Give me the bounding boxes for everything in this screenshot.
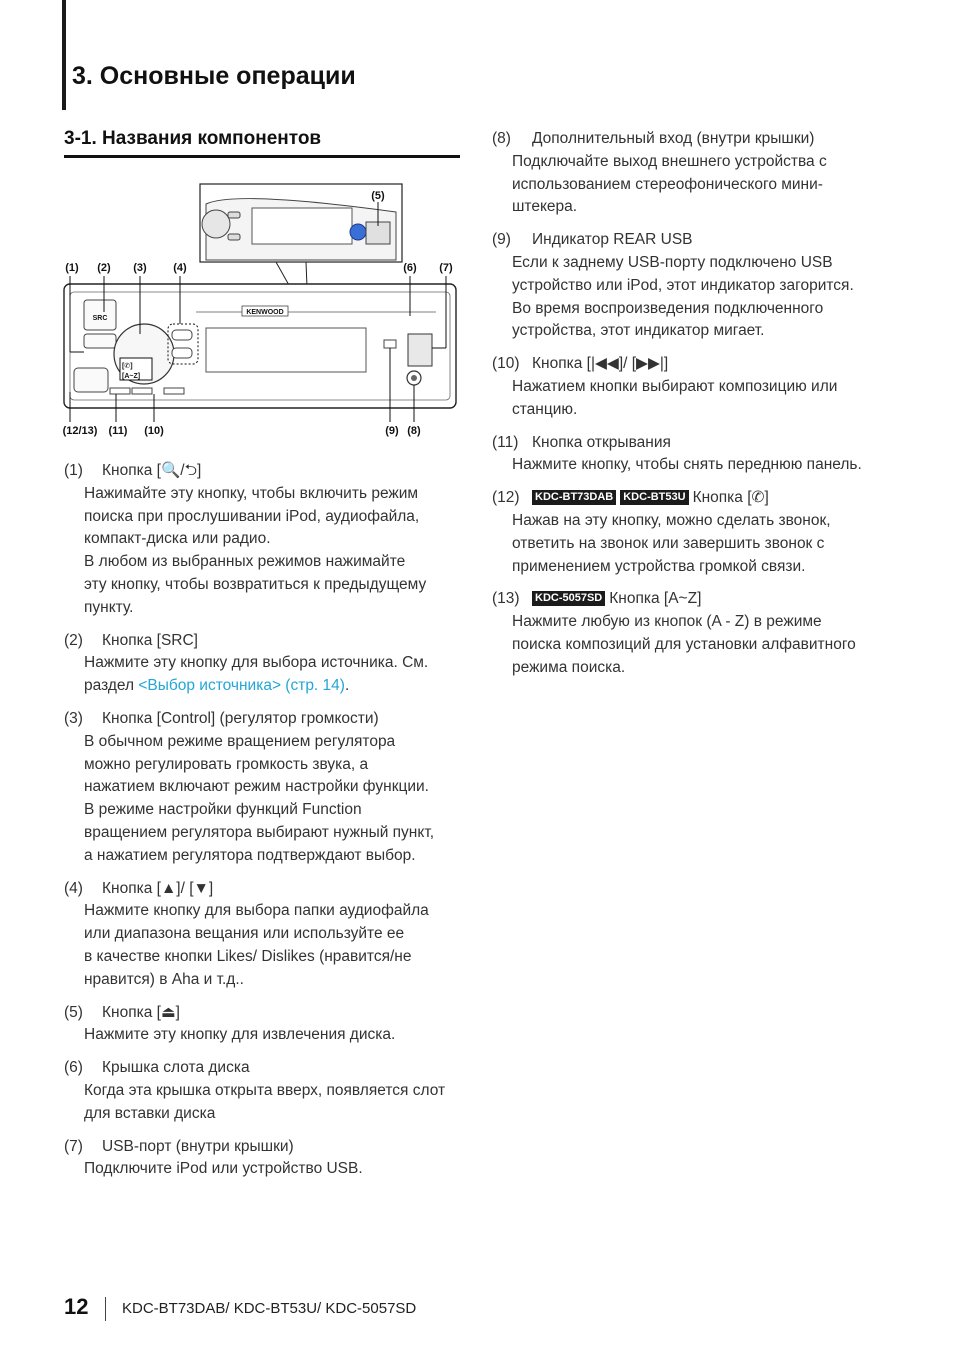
item-4 <box>64 878 464 992</box>
callout-10: (10) <box>144 425 164 437</box>
item-text: устройство или iPod, этот индикатор загорится. <box>512 276 854 294</box>
item-title: Кнопка открывания <box>532 433 671 451</box>
item-text: Нажмите любую из кнопок (A - Z) в режиме <box>512 613 822 631</box>
item-text: Нажмите эту кнопку для выбора источника. См. <box>84 654 429 672</box>
item-text: Во время воспроизведения подключенного <box>512 299 824 317</box>
item-title: Индикатор REAR USB <box>532 231 693 249</box>
left-column <box>64 460 464 1191</box>
component-diagram <box>56 182 462 444</box>
callout-2: (2) <box>97 262 111 274</box>
callout-6: (6) <box>403 262 417 274</box>
item-text: применением устройства громкой связи. <box>512 557 806 575</box>
item-number: (8) <box>492 130 511 147</box>
item-number: (1) <box>64 462 83 479</box>
svg-text:[A~Z]: [A~Z] <box>122 373 141 380</box>
item-number: (9) <box>492 231 511 249</box>
model-badge: KDC-5057SD <box>532 591 605 606</box>
svg-text:[✆]: [✆] <box>122 363 133 370</box>
item-title: Кнопка [Control] (регулятор громкости) <box>102 709 379 727</box>
callout-12-13: (12/13) <box>62 425 98 437</box>
item-text: Нажмите эту кнопку для извлечения диска. <box>84 1026 396 1044</box>
item-text: поиска при прослушивании iPod, аудиофайла, <box>84 507 420 525</box>
callout-9: (9) <box>385 425 399 437</box>
item-13 <box>492 588 892 679</box>
item-title: Кнопка [A~Z] <box>609 590 702 608</box>
item-title: Кнопка [✆] <box>692 489 769 507</box>
item-8 <box>492 128 892 219</box>
item-text: можно регулировать громкость звука, а <box>84 755 369 773</box>
item-title: Дополнительный вход (внутри крышки) <box>532 130 815 147</box>
model-badge: KDC-BT73DAB <box>532 490 616 505</box>
inset-closeup <box>200 184 402 262</box>
section-title: 3-1. Названия компонентов <box>64 128 460 158</box>
callout-11: (11) <box>108 425 128 437</box>
item-title: Кнопка [🔍/⮌] <box>102 462 202 479</box>
item-number: (2) <box>64 631 83 649</box>
svg-text:SRC: SRC <box>92 315 108 322</box>
item-12 <box>492 487 892 578</box>
item-text: Подключите iPod или устройство USB. <box>84 1160 363 1178</box>
item-number: (12) <box>492 489 520 507</box>
item-number: (4) <box>64 879 83 897</box>
svg-text:KENWOOD: KENWOOD <box>246 309 284 316</box>
item-text: Нажмите кнопку, чтобы снять переднюю панель. <box>512 456 862 474</box>
item-text: нажатием включают режим настройки функции. <box>84 778 429 796</box>
item-text: Нажмите кнопку для выбора папки аудиофайла <box>84 902 429 920</box>
faceplate <box>64 284 456 408</box>
inset-callout: (5) <box>371 190 385 202</box>
item-5 <box>64 1002 464 1048</box>
item-title: Кнопка [|◀◀]/ [▶▶|] <box>532 355 669 373</box>
model-badge: KDC-BT53U <box>620 490 688 505</box>
chapter-bar <box>62 0 66 110</box>
item-text: В режиме настройки функций Function <box>84 801 362 819</box>
item-text: Когда эта крышка открыта вверх, появляется слот <box>84 1081 446 1099</box>
item-text: Нажатием кнопки выбирают композицию или <box>512 377 838 395</box>
item-text: Нажав на эту кнопку, можно сделать звонок, <box>512 511 831 529</box>
item-number: (11) <box>492 433 519 451</box>
item-9 <box>492 229 892 343</box>
footer-divider <box>105 1297 106 1321</box>
item-7 <box>64 1136 464 1182</box>
item-text: или диапазона вещания или используйте ее <box>84 925 405 943</box>
item-number: (3) <box>64 709 83 727</box>
item-10 <box>492 353 892 421</box>
item-text: эту кнопку, чтобы возвратиться к предыдущему <box>84 575 427 593</box>
item-number: (7) <box>64 1137 83 1155</box>
item-number: (5) <box>64 1003 83 1021</box>
item-text: компакт-диска или радио. <box>84 530 271 548</box>
item-text: В любом из выбранных режимов нажимайте <box>84 553 406 571</box>
item-title: Кнопка [▲]/ [▼] <box>102 879 214 897</box>
item-3 <box>64 708 464 868</box>
item-1 <box>64 460 464 620</box>
item-text: станцию. <box>512 400 578 418</box>
item-title: Кнопка [SRC] <box>102 631 198 649</box>
item-text: вращением регулятора выбирают нужный пункт, <box>84 823 435 841</box>
chapter-title: 3. Основные операции <box>72 62 356 90</box>
item-number: (13) <box>492 590 520 608</box>
item-text: для вставки диска <box>84 1104 216 1122</box>
item-text: в качестве кнопки Likes/ Dislikes (нравится/не <box>84 947 412 965</box>
item-title: Крышка слота диска <box>102 1059 250 1077</box>
item-text: нравится) в Aha и т.д.. <box>84 970 244 988</box>
footer-models: KDC-BT73DAB/ KDC-BT53U/ KDC-5057SD <box>122 1300 417 1317</box>
callout-4: (4) <box>173 262 187 274</box>
callout-1: (1) <box>65 262 79 274</box>
right-column <box>492 128 892 690</box>
item-text: Подключайте выход внешнего устройства с <box>512 152 827 170</box>
item-text: а нажатием регулятора подтверждают выбор. <box>84 846 416 864</box>
item-title: Кнопка [⏏] <box>102 1003 180 1021</box>
item-text: штекера. <box>512 198 578 216</box>
item-text: устройства, этот индикатор мигает. <box>512 322 765 340</box>
item-text: использованием стереофонического мини- <box>512 175 823 193</box>
item-text: ответить на звонок или завершить звонок с <box>512 534 825 552</box>
item-text: раздел <Выбор источника> (стр. 14). <box>84 677 350 695</box>
item-2 <box>64 630 464 698</box>
item-number: (6) <box>64 1059 83 1077</box>
item-text: Если к заднему USB-порту подключено USB <box>512 253 833 271</box>
item-text: Нажимайте эту кнопку, чтобы включить режим <box>84 484 419 502</box>
callout-7: (7) <box>439 262 453 274</box>
item-title: USB-порт (внутри крышки) <box>102 1137 294 1155</box>
item-text: поиска композиций для установки алфавитного <box>512 635 856 653</box>
item-11 <box>492 432 892 478</box>
item-6 <box>64 1057 464 1125</box>
item-number: (10) <box>492 355 520 373</box>
callout-3: (3) <box>133 262 147 274</box>
source-select-link[interactable]: <Выбор источника> (стр. 14) <box>138 677 345 695</box>
item-text: пункту. <box>84 598 134 616</box>
callout-8: (8) <box>407 425 421 437</box>
page-number: 12 <box>64 1294 89 1319</box>
item-text: В обычном режиме вращением регулятора <box>84 732 396 750</box>
item-text: режима поиска. <box>512 658 626 676</box>
